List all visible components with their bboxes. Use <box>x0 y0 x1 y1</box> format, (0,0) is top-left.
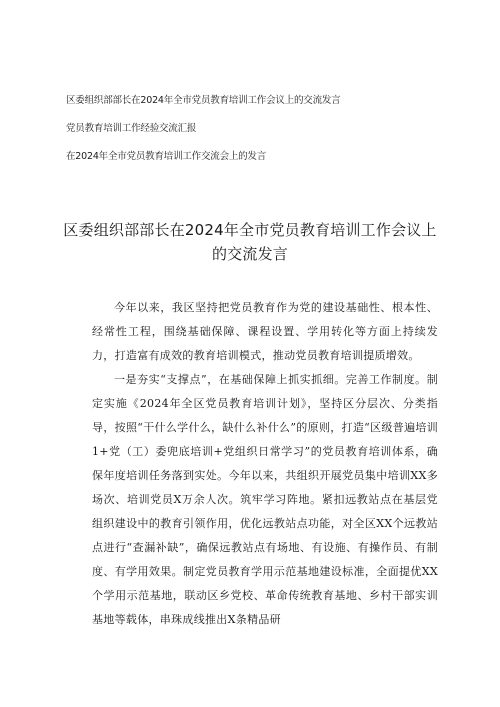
body-paragraph-1: 今年以来，我区坚持把党员教育作为党的建设基础性、根本性、经常性工程，围绕基础保障、课程设置、学用转化等方面上持续发力，打造富有成效的教育培训模式，推动党员教育培训提质增效。 <box>92 301 438 362</box>
document-title <box>60 218 440 266</box>
title-line-1: 区委组织部部长在2024年全市党员教育培训工作会议上 <box>63 221 437 239</box>
toc-item-2: 党员教育培训工作经验交流汇报 <box>66 123 197 134</box>
document-body <box>92 296 438 632</box>
title-line-2: 的交流发言 <box>211 245 288 263</box>
toc-item-1: 区委组织部部长在2024年全市党员教育培训工作会议上的交流发言 <box>66 95 341 106</box>
toc-item-3: 在2024年全市党员教育培训工作交流会上的发言 <box>66 151 267 162</box>
table-of-contents <box>66 94 466 178</box>
body-paragraph-2: 一是夯实“支撑点”，在基础保障上抓实抓细。完善工作制度。制定实施《2024年全区党员教育培训计划》，坚持区分层次、分类指导，按照“干什么学什么，缺什么补什么”的原则，打造“区级普遍培训1+党（工）委兜底培训+党组织日常学习”的党员教育培训体系，确保年度培训任务落到实处。今年以来，共组织开展党员集中培训XX多场次、培训党员X万余人次。筑牢学习阵地。紧扣远教站点在基层党组织建设中的教育引领作用，优化远教站点功能，对全区XX个远教站点进行“查漏补缺”，确保远教站点有场地、有设施、有操作员、有制度、有学用效果。制定党员教育学用示范基地建设标准，全面提优XX个学用示范基地，联动区乡党校、革命传统教育基地、乡村干部实训基地等载体，串珠成线推出X条精品研 <box>92 373 438 626</box>
